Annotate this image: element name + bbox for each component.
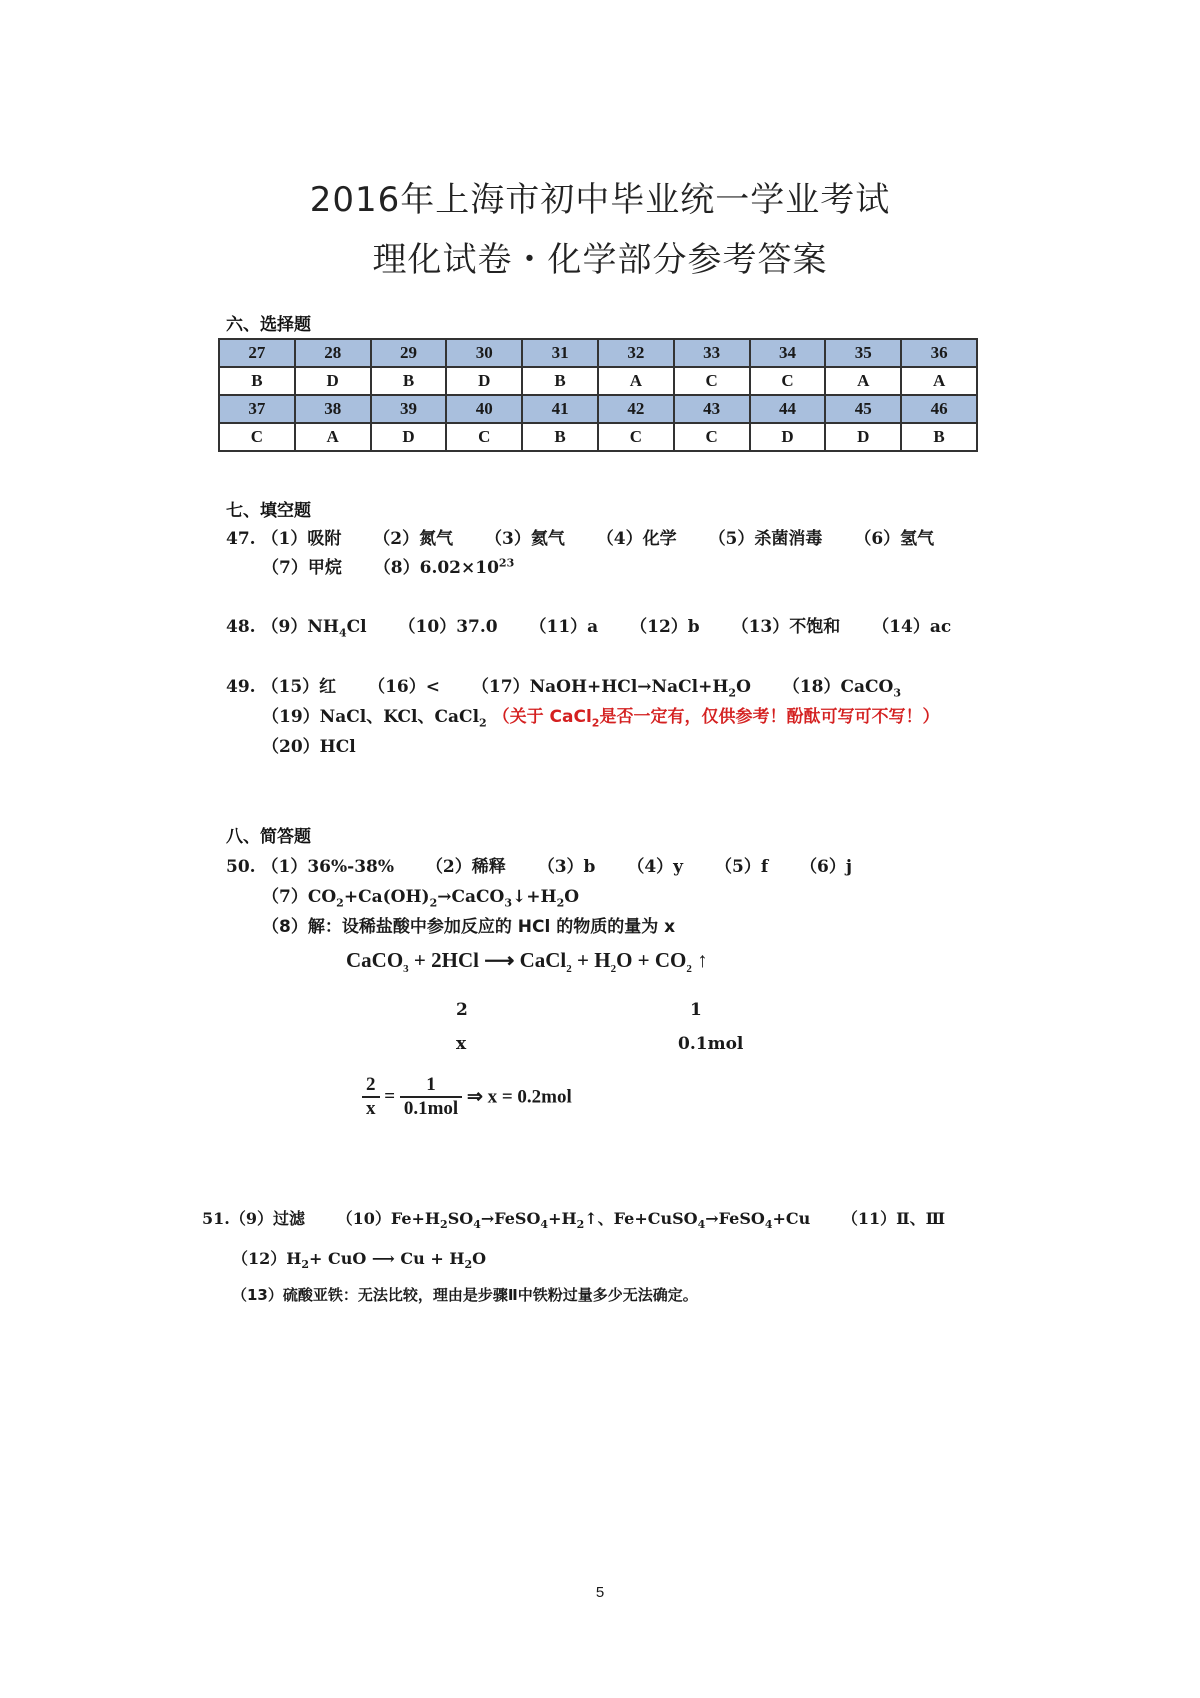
reaction-equation [346,948,708,975]
answer-cell: B [219,367,295,395]
question-number-cell: 44 [750,395,826,423]
answer-1: （1）36%-38% [261,857,395,877]
fraction-right [400,1074,462,1120]
note-a: （关于 CaCl [492,707,592,727]
q50-line3 [262,912,675,937]
q47-line2 [262,553,514,578]
question-number-cell: 43 [674,395,750,423]
proportion-equation: $\frac{2}{x}$ = $\frac{1}{\text{0.1mol}}$ ⇒ x = 0.2mol [362,1074,572,1120]
section-8-heading: 八、简答题 [226,827,311,847]
answer-17-b: O [736,677,751,697]
answer-11: （11）Ⅱ、Ⅲ [841,1209,946,1228]
answer-7-sub4: 2 [556,896,565,910]
answer-8-label: （8） [373,558,420,578]
answer-10-sub: 2 [576,1218,585,1232]
question-number-cell: 30 [446,339,522,367]
answer-17-sub: 2 [728,686,737,700]
question-number-cell: 31 [522,339,598,367]
answer-5: （5）f [714,857,769,877]
answer-cell: C [674,423,750,451]
question-number-cell: 46 [901,395,977,423]
question-number-cell: 36 [901,339,977,367]
page-subtitle: 理化试卷・化学部分参考答案 [372,240,828,280]
answer-12-e: O [472,1249,487,1268]
page-number: 5 [595,1584,605,1601]
answer-10-k: →FeSO [705,1209,765,1228]
question-number: 50. [226,857,256,877]
answer-cell: B [901,423,977,451]
answer-5: （5）杀菌消毒 [708,529,823,549]
eq-part: + 2HCl ⟶ CaCl [408,948,567,972]
answer-cell: B [371,367,447,395]
answer-7: （7）甲烷 [262,558,342,578]
answer-7-sub1: 2 [336,896,344,910]
answer-15: （15）红 [261,677,337,697]
answer-cell: D [371,423,447,451]
q51-line2 [232,1246,486,1271]
answer-cell: D [825,423,901,451]
answer-cell: C [674,367,750,395]
eq-sub: 3 [403,963,409,976]
answer-9: 51.（9）过滤 [202,1209,305,1228]
answer-8-exponent: 23 [498,556,515,570]
answer-7-i: O [564,887,580,907]
q51-line1 [202,1206,945,1231]
eq-part: + H [571,948,611,972]
answer-14: （14）ac [872,617,952,637]
eq-part: O + CO [616,948,687,972]
answer-13: （13）硫酸亚铁：无法比较，理由是步骤Ⅱ中铁粉过量多少无法确定。 [232,1286,698,1304]
answer-12-a: （12）H [232,1249,302,1268]
table-row [219,367,977,395]
question-number-cell: 29 [371,339,447,367]
answer-cell: D [446,367,522,395]
answer-6: （6）氢气 [854,529,935,549]
answer-10-sub: 4 [473,1218,481,1232]
answer-7-c: +Ca(OH) [343,887,430,907]
fraction-denominator: x [366,1098,376,1119]
table-row [219,423,977,451]
result: ⇒ x = 0.2mol [466,1086,572,1108]
table-row [219,395,977,423]
q49-line3 [262,732,356,757]
answer-cell: A [825,367,901,395]
eq-sub: 2 [686,963,692,976]
answer-cell: A [901,367,977,395]
question-number-cell: 40 [446,395,522,423]
answer-9-b: Cl [346,617,367,637]
answer-10-sub: 4 [697,1218,706,1232]
eq-part: ↑ [691,948,708,972]
answer-cell: C [446,423,522,451]
q51-line3 [232,1284,698,1305]
answer-19: （19）NaCl、KCl、CaCl [262,707,480,727]
question-number-cell: 42 [598,395,674,423]
section-6-heading: 六、选择题 [226,315,311,335]
fraction-numerator: 1 [400,1074,462,1098]
answer-9-a: NH [307,617,339,637]
note-sub: 2 [591,716,600,730]
answer-12-sub: 2 [464,1258,473,1272]
question-number-cell: 37 [219,395,295,423]
eq-sub: 2 [610,963,617,976]
answer-cell: C [750,367,826,395]
answer-7-g: ↓+H [512,887,557,907]
coefficient-right: 1 [690,1000,702,1020]
answer-12: （12）b [630,617,700,637]
answer-10-e: →FeSO [480,1209,541,1228]
fraction-left [362,1074,380,1120]
answer-17: （17）NaOH+HCl→NaCl+H [471,677,729,697]
answer-7-a: （7）CO [262,887,337,907]
q49-line1 [226,672,901,699]
multiple-choice-answer-table [218,338,978,452]
answer-20: （20）HCl [262,737,356,757]
answer-8-value: 6.02×10 [419,558,499,578]
question-number-cell: 27 [219,339,295,367]
section-7-heading: 七、填空题 [226,501,311,521]
question-number-cell: 35 [825,339,901,367]
answer-10-a: （10）Fe+H [336,1209,441,1228]
answer-11: （11）a [529,617,599,637]
answer-cell: C [219,423,295,451]
coefficient-left: 2 [456,1000,468,1020]
answer-9-label: （9） [261,617,308,637]
answer-18-sub: 3 [893,686,901,700]
answer-4: （4）化学 [596,529,677,549]
answer-cell: D [750,423,826,451]
answer-2: （2）氮气 [373,529,454,549]
answer-10-sub: 4 [540,1218,549,1232]
table-row [219,339,977,367]
answer-cell: A [598,367,674,395]
answer-10-sub: 4 [764,1218,773,1232]
answer-9-sub: 4 [338,626,347,640]
answer-4: （4）y [627,857,684,877]
answer-12-c: + CuO ⟶ Cu + H [309,1249,465,1268]
answer-10-i: ↑、Fe+CuSO [584,1209,698,1228]
answer-cell: B [522,367,598,395]
answer-10-sub: 2 [440,1218,448,1232]
answer-cell: B [522,423,598,451]
answer-19-sub: 2 [479,716,487,730]
question-number-cell: 45 [825,395,901,423]
answer-cell: C [598,423,674,451]
q49-line2 [262,702,939,729]
question-number-cell: 41 [522,395,598,423]
eq-part: CaCO [346,948,404,972]
answer-7-sub3: 3 [504,896,513,910]
answer-1: （1）吸附 [261,529,342,549]
question-number: 48. [226,617,256,637]
amount-left: x [456,1034,467,1054]
q50-line2 [262,882,579,909]
question-number: 49. [226,677,256,697]
question-number-cell: 38 [295,395,371,423]
question-number-cell: 34 [750,339,826,367]
answer-10-c: SO [447,1209,474,1228]
page-title: 2016年上海市初中毕业统一学业考试 [309,180,891,220]
note-text [493,702,940,729]
q50-line1 [226,852,852,877]
question-number-cell: 33 [674,339,750,367]
q47-line1 [226,524,934,549]
answer-10-g: +H [548,1209,577,1228]
answer-8-intro: （8）解：设稀盐酸中参加反应的 HCl 的物质的量为 x [262,917,676,937]
answer-18: （18）CaCO [782,677,894,697]
question-number: 47. [226,529,256,549]
answer-cell: A [295,423,371,451]
question-number-cell: 32 [598,339,674,367]
answer-10-m: +Cu [772,1209,811,1228]
q48-line [226,612,951,639]
answer-13: （13）不饱和 [731,617,841,637]
note-b: 是否一定有，仅供参考！酚酞可写可不写！） [599,707,940,727]
answer-10: （10）37.0 [398,617,498,637]
fraction-numerator: 2 [362,1074,380,1098]
answer-3: （3）b [537,857,596,877]
eq-sub: 2 [566,963,572,976]
answer-7-sub2: 2 [429,896,438,910]
answer-6: （6）j [800,857,853,877]
fraction-denominator: 0.1mol [403,1098,459,1119]
answer-12-sub: 2 [301,1258,310,1272]
question-number-cell: 39 [371,395,447,423]
question-number-cell: 28 [295,339,371,367]
answer-cell: D [295,367,371,395]
answer-2: （2）稀释 [425,857,506,877]
answer-16: （16）< [368,677,440,697]
answer-7-e: →CaCO [437,887,505,907]
amount-right: 0.1mol [678,1034,744,1054]
answer-3: （3）氦气 [485,529,565,549]
